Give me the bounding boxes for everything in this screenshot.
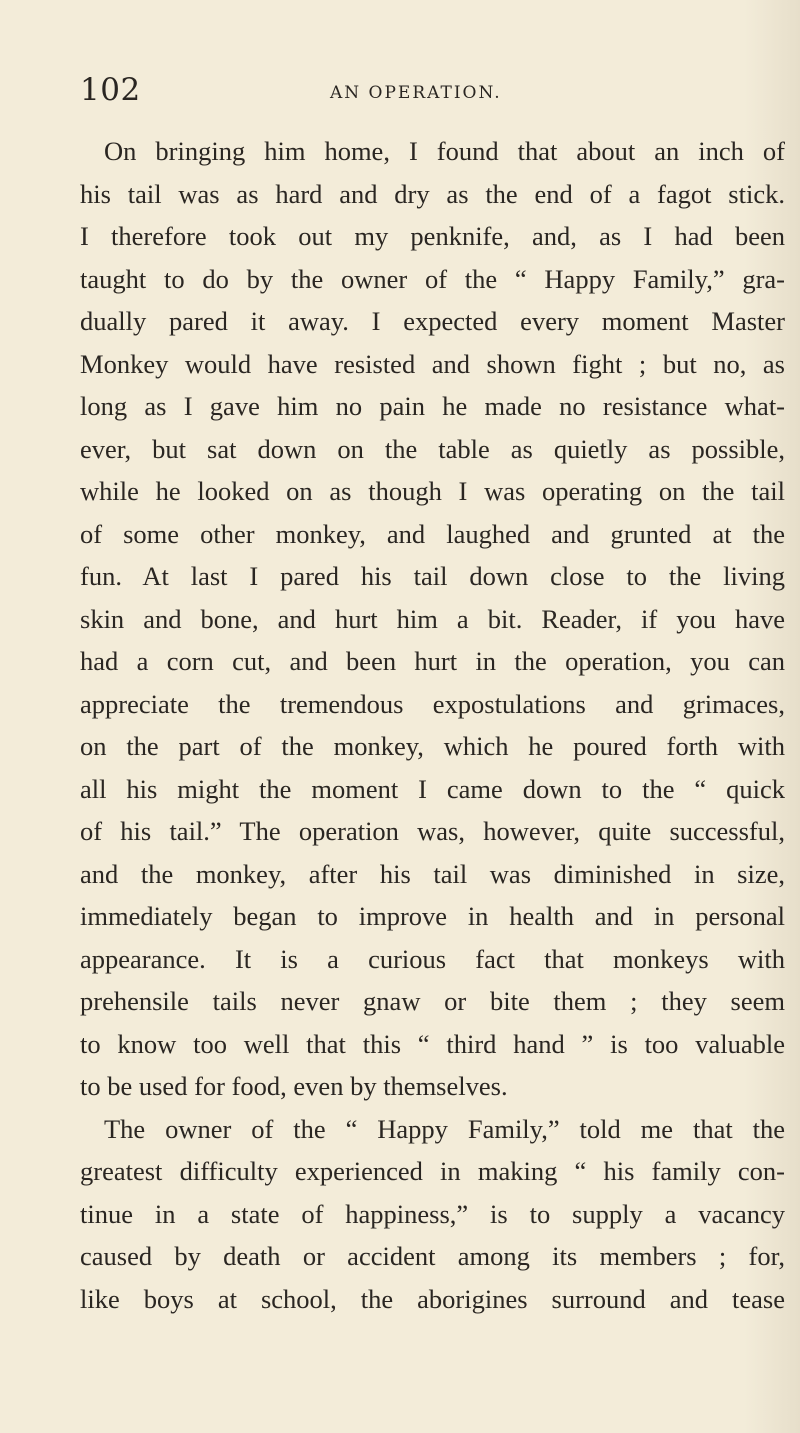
- text-line: like boys at school, the aborigines surround and tease: [80, 1283, 785, 1314]
- text-line: taught to do by the owner of the “ Happy Family,” gra-: [80, 263, 785, 294]
- text-line: long as I gave him no pain he made no resistance what-: [80, 391, 785, 421]
- text-line: ever, but sat down on the table as quietly as possible,: [80, 433, 785, 464]
- text-line: On bringing him home, I found that about an inch of: [104, 136, 785, 166]
- text-line: to know too well that this “ third hand ” is too valuable: [80, 1028, 785, 1059]
- page-header: [80, 72, 766, 112]
- text-line: had a corn cut, and been hurt in the operation, you can: [80, 646, 785, 676]
- text-line: skin and bone, and hurt him a bit. Reader, if you have: [80, 603, 785, 634]
- text-line: of some other monkey, and laughed and grunted at the: [80, 518, 785, 549]
- text-line: of his tail.” The operation was, however, quite successful,: [80, 816, 785, 846]
- running-head: AN OPERATION.: [330, 83, 502, 103]
- text-line: I therefore took out my penknife, and, as I had been: [80, 221, 785, 251]
- text-line: to be used for food, even by themselves.: [80, 1071, 508, 1101]
- text-line: appearance. It is a curious fact that monkeys with: [80, 943, 785, 974]
- text-line: The owner of the “ Happy Family,” told me that the: [104, 1113, 785, 1144]
- text-line: Monkey would have resisted and shown fight ; but no, as: [80, 348, 785, 379]
- text-line: prehensile tails never gnaw or bite them ; they seem: [80, 986, 785, 1016]
- text-line: appreciate the tremendous expostulations and grimaces,: [80, 688, 785, 719]
- text-line: on the part of the monkey, which he poured forth with: [80, 731, 785, 761]
- page-number: 102: [80, 72, 141, 108]
- text-line: immediately began to improve in health and in personal: [80, 901, 785, 931]
- text-line: caused by death or accident among its members ; for,: [80, 1241, 785, 1271]
- text-line: his tail was as hard and dry as the end of a fagot stick.: [80, 178, 785, 209]
- text-line: greatest difficulty experienced in making “ his family con-: [80, 1156, 785, 1186]
- text-line: all his might the moment I came down to the “ quick: [80, 773, 785, 804]
- text-line: while he looked on as though I was operating on the tail: [80, 476, 785, 506]
- text-line: tinue in a state of happiness,” is to supply a vacancy: [80, 1198, 785, 1229]
- text-line: dually pared it away. I expected every moment Master: [80, 306, 785, 336]
- text-line: and the monkey, after his tail was diminished in size,: [80, 858, 785, 889]
- body-text: [80, 130, 785, 1320]
- text-line: fun. At last I pared his tail down close to the living: [80, 561, 785, 591]
